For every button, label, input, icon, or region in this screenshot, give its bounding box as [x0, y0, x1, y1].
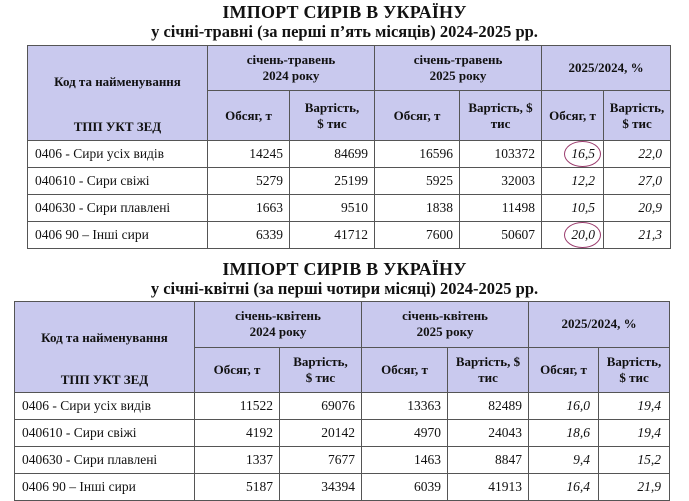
val-2024: 25199: [290, 168, 375, 195]
vol-2024: 6339: [208, 222, 290, 249]
vol-2025: 4970: [362, 420, 448, 447]
table-row: [28, 195, 671, 222]
table-row: [15, 447, 670, 474]
value-2025-line1: Вартість, $: [468, 99, 533, 115]
table-title: ІМПОРТ СИРІВ В УКРАЇНУ: [222, 259, 467, 279]
val-2024: 69076: [280, 393, 362, 420]
vol-ratio: 9,4: [529, 447, 599, 474]
vol-2025: 1463: [362, 447, 448, 474]
row-name: 0406 - Сири усіх видів: [15, 393, 195, 420]
val-ratio: 22,0: [604, 141, 671, 168]
vol-2024: 4192: [195, 420, 280, 447]
val-2024: 84699: [290, 141, 375, 168]
volume-ratio-header: Обсяг, т: [542, 91, 604, 141]
code-header: [15, 302, 195, 393]
value-2025-line1: Вартість, $: [455, 353, 521, 369]
value-2024-header: [290, 91, 375, 141]
title-block-2: [0, 259, 689, 299]
value-2024-line2: $ тис: [317, 115, 347, 131]
table-row: [15, 393, 670, 420]
value-ratio-line1: Вартість,: [606, 353, 662, 369]
volume-ratio-header: Обсяг, т: [529, 347, 599, 393]
code-header-top: Код та найменування: [54, 74, 181, 89]
value-2024-header: [280, 347, 362, 393]
value-ratio-line2: $ тис: [622, 115, 652, 131]
value-2024-line2: $ тис: [305, 369, 336, 385]
vol-2024: 1663: [208, 195, 290, 222]
vol-ratio: 16,0: [529, 393, 599, 420]
ratio-header: 2025/2024, %: [542, 46, 671, 91]
value-2025-line2: тис: [490, 115, 511, 131]
val-2024: 34394: [280, 474, 362, 501]
value-ratio-line2: $ тис: [619, 369, 649, 385]
table-title: ІМПОРТ СИРІВ В УКРАЇНУ: [222, 2, 467, 22]
vol-2024: 1337: [195, 447, 280, 474]
period-2025-header: [362, 302, 529, 348]
period-2025-line2: 2025 року: [416, 324, 474, 340]
vol-2024: 5279: [208, 168, 290, 195]
period-2025-line2: 2025 року: [429, 68, 487, 84]
period-2024-line2: 2024 року: [249, 324, 307, 340]
period-2024-line1: січень-квітень: [235, 308, 321, 324]
vol-2025: 1838: [375, 195, 460, 222]
table-row: [15, 474, 670, 501]
vol-ratio: 10,5: [542, 195, 604, 222]
vol-ratio: 12,2: [542, 168, 604, 195]
value-ratio-header: [604, 91, 671, 141]
val-ratio: 27,0: [604, 168, 671, 195]
title-block-1: [0, 2, 689, 42]
volume-2025-header: Обсяг, т: [362, 347, 448, 393]
val-2025: 50607: [460, 222, 542, 249]
value-2025-header: [460, 91, 542, 141]
table-row: [28, 168, 671, 195]
vol-2025: 6039: [362, 474, 448, 501]
row-name: 0406 - Сири усіх видів: [28, 141, 208, 168]
val-2025: 82489: [448, 393, 529, 420]
row-name: 040610 - Сири свіжі: [15, 420, 195, 447]
vol-2024: 5187: [195, 474, 280, 501]
circled-vol-ratio: 20,0: [571, 227, 596, 242]
import-table-april: [14, 301, 670, 501]
volume-2024-header: Обсяг, т: [195, 347, 280, 393]
vol-2025: 16596: [375, 141, 460, 168]
value-ratio-line1: Вартість,: [609, 99, 665, 115]
val-2025: 11498: [460, 195, 542, 222]
value-ratio-header: [599, 347, 670, 393]
val-ratio: 21,3: [604, 222, 671, 249]
row-name: 0406 90 – Інші сири: [28, 222, 208, 249]
val-2025: 103372: [460, 141, 542, 168]
value-2025-line2: тис: [478, 369, 498, 385]
table-row: [15, 420, 670, 447]
row-name: 040630 - Сири плавлені: [15, 447, 195, 474]
row-name: 040630 - Сири плавлені: [28, 195, 208, 222]
code-header: [28, 46, 208, 141]
vol-ratio-cell: [542, 141, 604, 168]
value-2024-line1: Вартість,: [293, 353, 348, 369]
val-2025: 32003: [460, 168, 542, 195]
code-header-bottom: ТПП УКТ ЗЕД: [60, 372, 149, 387]
import-table-may: [27, 45, 671, 249]
val-ratio: 20,9: [604, 195, 671, 222]
row-name: 040610 - Сири свіжі: [28, 168, 208, 195]
val-ratio: 19,4: [599, 393, 670, 420]
period-2024-line1: січень-травень: [246, 52, 336, 68]
period-2024-header: [195, 302, 362, 348]
vol-ratio: 16,4: [529, 474, 599, 501]
ratio-header: 2025/2024, %: [529, 302, 670, 348]
vol-2025: 5925: [375, 168, 460, 195]
table-subtitle: у січні-квітні (за перші чотири місяці) 2024-2025 рр.: [150, 279, 539, 298]
period-2025-line1: січень-травень: [413, 52, 503, 68]
vol-2025: 7600: [375, 222, 460, 249]
val-ratio: 21,9: [599, 474, 670, 501]
vol-2024: 11522: [195, 393, 280, 420]
val-2024: 7677: [280, 447, 362, 474]
vol-ratio: 18,6: [529, 420, 599, 447]
row-name: 0406 90 – Інші сири: [15, 474, 195, 501]
volume-2024-header: Обсяг, т: [208, 91, 290, 141]
value-2024-line1: Вартість,: [304, 99, 360, 115]
circled-vol-ratio: 16,5: [571, 146, 596, 161]
period-2024-line2: 2024 року: [262, 68, 320, 84]
code-header-top: Код та найменування: [41, 330, 168, 345]
vol-ratio-cell: [542, 222, 604, 249]
period-2024-header: [208, 46, 375, 91]
vol-2024: 14245: [208, 141, 290, 168]
value-2025-header: [448, 347, 529, 393]
val-2024: 20142: [280, 420, 362, 447]
table-subtitle: у січні-травні (за перші п’ять місяців) 2024-2025 рр.: [151, 22, 538, 41]
val-ratio: 19,4: [599, 420, 670, 447]
val-2025: 8847: [448, 447, 529, 474]
table-row: [28, 141, 671, 168]
vol-2025: 13363: [362, 393, 448, 420]
val-ratio: 15,2: [599, 447, 670, 474]
val-2024: 41712: [290, 222, 375, 249]
table-row: [28, 222, 671, 249]
val-2024: 9510: [290, 195, 375, 222]
period-2025-header: [375, 46, 542, 91]
val-2025: 24043: [448, 420, 529, 447]
volume-2025-header: Обсяг, т: [375, 91, 460, 141]
period-2025-line1: січень-квітень: [402, 308, 488, 324]
code-header-bottom: ТПП УКТ ЗЕД: [73, 119, 162, 134]
val-2025: 41913: [448, 474, 529, 501]
